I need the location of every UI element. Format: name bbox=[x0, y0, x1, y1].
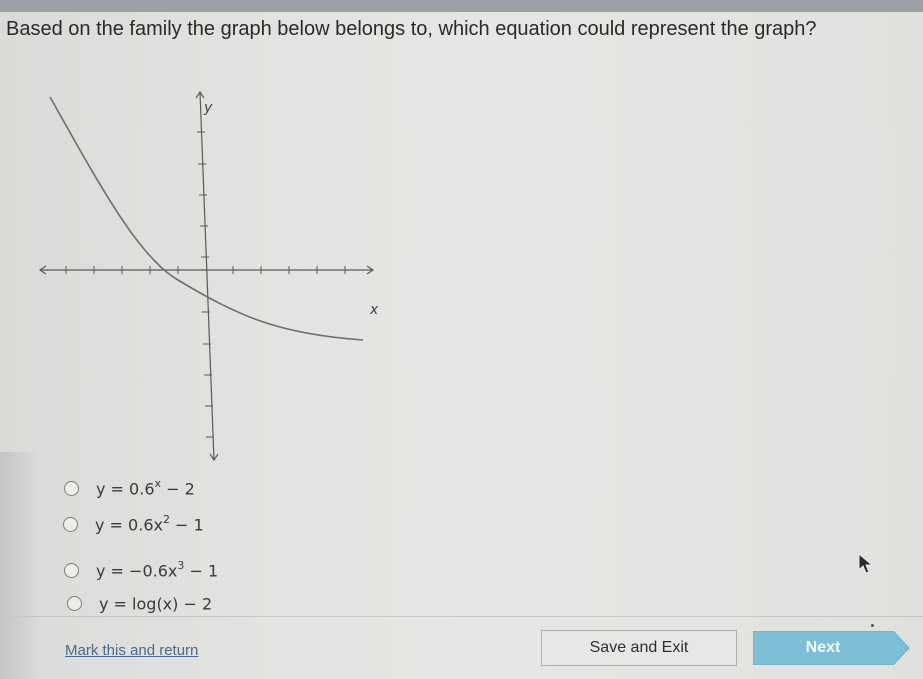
choice-3-equation bbox=[96, 560, 218, 580]
choice-3-exponent: 3 bbox=[177, 559, 185, 572]
choice-2[interactable] bbox=[63, 514, 204, 534]
choice-4-radio[interactable] bbox=[67, 596, 82, 611]
choice-1[interactable] bbox=[64, 478, 195, 498]
choice-2-exponent: 2 bbox=[162, 513, 170, 526]
mark-and-return-link[interactable]: Mark this and return bbox=[65, 642, 199, 659]
y-axis bbox=[196, 92, 218, 460]
choice-3[interactable] bbox=[64, 560, 218, 580]
choice-1-base: y = 0.6 bbox=[96, 479, 155, 499]
test-screen bbox=[0, 12, 923, 679]
screen-speck bbox=[871, 624, 874, 627]
screen-edge-shadow bbox=[0, 452, 40, 679]
choice-2-base: y = 0.6x bbox=[95, 515, 163, 535]
choice-1-exponent: x bbox=[154, 477, 162, 490]
choice-4[interactable] bbox=[67, 593, 212, 613]
choice-1-equation bbox=[96, 478, 195, 498]
function-graph bbox=[28, 82, 388, 464]
save-and-exit-label: Save and Exit bbox=[589, 639, 689, 656]
exponential-curve bbox=[50, 97, 363, 340]
choice-3-radio[interactable] bbox=[64, 563, 79, 578]
mouse-cursor-icon bbox=[858, 553, 874, 575]
x-axis-label: x bbox=[370, 302, 379, 318]
choice-2-tail: − 1 bbox=[169, 515, 204, 535]
choice-1-tail: − 2 bbox=[161, 479, 195, 499]
next-label: Next bbox=[805, 639, 841, 656]
choice-1-radio[interactable] bbox=[64, 481, 79, 496]
next-button[interactable] bbox=[753, 631, 913, 665]
save-and-exit-button[interactable] bbox=[541, 630, 737, 666]
choice-4-base: y = log(x) − 2 bbox=[99, 594, 213, 614]
y-axis-label: y bbox=[204, 100, 213, 116]
choice-2-equation bbox=[95, 514, 204, 534]
choice-2-radio[interactable] bbox=[63, 517, 78, 532]
question-text: Based on the family the graph below belongs to, which equation could represent the graph? bbox=[6, 18, 817, 40]
choice-3-base: y = −0.6x bbox=[96, 561, 178, 581]
choice-3-tail: − 1 bbox=[184, 561, 219, 581]
choice-4-equation bbox=[99, 593, 212, 613]
footer-divider bbox=[0, 616, 923, 617]
